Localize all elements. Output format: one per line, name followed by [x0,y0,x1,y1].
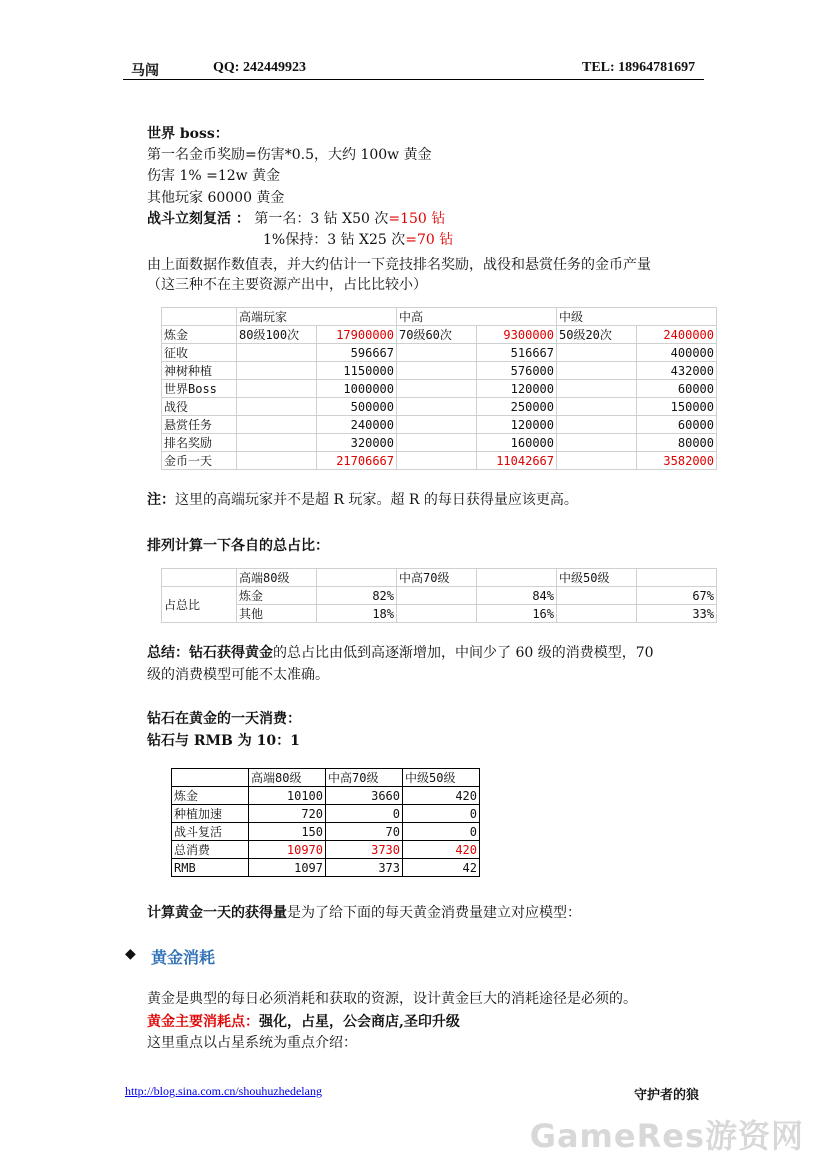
gold-line1: 黄金是典型的每日必须消耗和获取的资源，设计黄金巨大的消耗途径是必须的。 [147,991,637,1007]
cell-note [557,452,637,470]
cell-value: 21706667 [317,452,397,470]
diamond-title1: 钻石在黄金的一天消费： [147,711,301,727]
row-label: 种植加速 [172,805,249,823]
summary-line2: 级的消费模型可能不太准确。 [147,667,329,683]
row-label: 炼金 [162,326,237,344]
cell-value: 120000 [477,380,557,398]
gold-income-table [161,307,717,470]
header-divider [123,79,704,80]
header-70: 中高70级 [397,569,477,587]
cell-note [557,398,637,416]
cell-note [557,362,637,380]
cell-value: 2400000 [637,326,717,344]
table-row [162,380,717,398]
table-row [162,398,717,416]
row-label: 金币一天 [162,452,237,470]
cell-note [557,380,637,398]
summary-line1 [147,644,654,662]
world-boss-line2: 伤害 1% =12w 黄金 [147,168,281,184]
cell-value: 17900000 [317,326,397,344]
row-label: 悬赏任务 [162,416,237,434]
cell-value: 42 [403,859,480,877]
cell-value: 1000000 [317,380,397,398]
header-mid: 中级 [557,308,717,326]
cell-value: 160000 [477,434,557,452]
revive2-total: =70 钻 [405,232,454,248]
cell-value: 516667 [477,344,557,362]
header-mid-high: 中高 [397,308,557,326]
ratio-title: 排列计算一下各自的总占比： [147,538,329,554]
cell-value: 84% [477,587,557,605]
header-qq: QQ: 242449923 [213,60,306,75]
footer-author: 守护者的狼 [634,1088,700,1103]
cell-value: 1097 [249,859,326,877]
row-label: 世界Boss [162,380,237,398]
table-row [172,859,480,877]
gold-main-points [147,1013,460,1031]
table-row [162,605,717,623]
cell-value: 596667 [317,344,397,362]
cell-value: 120000 [477,416,557,434]
diamond-spend-table [171,768,480,877]
cell-value: 10100 [249,787,326,805]
cell-note [397,344,477,362]
row-label: 炼金 [172,787,249,805]
cell-value: 33% [637,605,717,623]
table-row [162,362,717,380]
header-high-end: 高端玩家 [237,308,397,326]
cell-note [237,380,317,398]
cell-value: 80000 [637,434,717,452]
cell-value: 250000 [477,398,557,416]
table-row [162,344,717,362]
revive-line1 [147,210,445,228]
table-header-row [162,308,717,326]
cell-note: 50级20次 [557,326,637,344]
cell-note [557,344,637,362]
cell-value: 10970 [249,841,326,859]
cell-value: 3730 [326,841,403,859]
cell-value: 150 [249,823,326,841]
row-label: 神树种植 [162,362,237,380]
cell-note [397,452,477,470]
row-label: RMB [172,859,249,877]
calc-bold: 计算黄金一天的获得量 [147,905,287,921]
cell-note: 80级100次 [237,326,317,344]
section-title: 黄金消耗 [151,948,216,967]
row-label: 其他 [237,605,317,623]
footer-link[interactable]: http://blog.sina.com.cn/shouhuzhedelang [125,1084,322,1098]
table-row [172,841,480,859]
cell-value: 1150000 [317,362,397,380]
cell-note [237,344,317,362]
table-row [172,805,480,823]
cell-value: 0 [326,805,403,823]
cell-value: 82% [317,587,397,605]
table-row [172,823,480,841]
cell-note [397,416,477,434]
calc-line [147,904,581,922]
cell-note [397,398,477,416]
calc-text: 是为了给下面的每天黄金消费量建立对应模型： [287,905,581,921]
cell-value: 11042667 [477,452,557,470]
ratio-table [161,568,717,623]
cell-value: 9300000 [477,326,557,344]
cell-value: 500000 [317,398,397,416]
header-80: 高端80级 [249,769,326,787]
cell-note [397,380,477,398]
note-label: 注： [147,492,175,508]
cell-value: 150000 [637,398,717,416]
summary-text1: 的总占比由低到高逐渐增加，中间少了 60 级的消费模型，70 [273,645,654,661]
cell-note [557,416,637,434]
gold-line3: 这里重点以占星系统为重点介绍： [147,1035,357,1051]
diamond-bullet-icon: ◆ [125,946,136,962]
intro-line1: 由上面数据作数值表，并大约估计一下竞技排名奖励，战役和悬赏任务的金币产量 [147,257,651,273]
note-text: 这里的高端玩家并不是超 R 玩家。超 R 的每日获得量应该更高。 [175,492,578,508]
header-name: 马闯 [131,64,159,79]
header-50: 中级50级 [557,569,637,587]
row-label: 总消费 [172,841,249,859]
cell-note [237,452,317,470]
row-label: 战役 [162,398,237,416]
cell-value: 18% [317,605,397,623]
row-label-ratio: 占总比 [162,587,237,623]
cell-value: 16% [477,605,557,623]
cell-value: 420 [403,841,480,859]
header-80: 高端80级 [237,569,317,587]
table-header-row [172,769,480,787]
cell-note [237,362,317,380]
cell-value: 60000 [637,380,717,398]
cell-value: 373 [326,859,403,877]
cell-note [237,416,317,434]
world-boss-title: 世界 boss： [147,126,229,142]
cell-note [397,362,477,380]
table-header-row [162,569,717,587]
cell-value: 70 [326,823,403,841]
row-label: 排名奖励 [162,434,237,452]
row-label: 征收 [162,344,237,362]
summary-bold: 总结：钻石获得黄金 [147,645,273,661]
cell-value: 576000 [477,362,557,380]
header-tel: TEL: 18964781697 [582,60,696,75]
table-row [162,416,717,434]
table-row [162,587,717,605]
gold-main-list: 强化，占星，公会商店,圣印升级 [259,1014,460,1030]
cell-value: 432000 [637,362,717,380]
cell-value: 3582000 [637,452,717,470]
revive1-total: =150 钻 [388,211,446,227]
cell-value: 60000 [637,416,717,434]
revive2-text: 1%保持：3 钻 X25 次 [263,232,406,248]
gold-main-label: 黄金主要消耗点： [147,1014,259,1030]
cell-note [237,398,317,416]
cell-value: 3660 [326,787,403,805]
table-row [162,326,717,344]
revive-label: 战斗立刻复活 ： [147,211,250,227]
cell-note [397,434,477,452]
note [147,491,578,509]
cell-value: 400000 [637,344,717,362]
cell-value: 67% [637,587,717,605]
revive1-text: 第一名：3 钻 X50 次 [254,211,389,227]
row-label: 战斗复活 [172,823,249,841]
intro-line2: （这三种不在主要资源产出中，占比比较小） [147,277,427,293]
cell-value: 0 [403,805,480,823]
world-boss-line1: 第一名金币奖励=伤害*0.5，大约 100w 黄金 [147,147,432,163]
table-row [172,787,480,805]
table-row [162,452,717,470]
header-50: 中级50级 [403,769,480,787]
cell-value: 0 [403,823,480,841]
cell-value: 720 [249,805,326,823]
world-boss-line3: 其他玩家 60000 黄金 [147,190,285,206]
cell-value: 240000 [317,416,397,434]
cell-note: 70级60次 [397,326,477,344]
cell-value: 320000 [317,434,397,452]
diamond-title2: 钻石与 RMB 为 10：1 [147,733,300,749]
row-label: 炼金 [237,587,317,605]
cell-note [557,434,637,452]
watermark: GameRes游资网 [529,1117,804,1155]
cell-note [237,434,317,452]
cell-value: 420 [403,787,480,805]
header-70: 中高70级 [326,769,403,787]
table-row [162,434,717,452]
revive-line2 [263,231,453,249]
